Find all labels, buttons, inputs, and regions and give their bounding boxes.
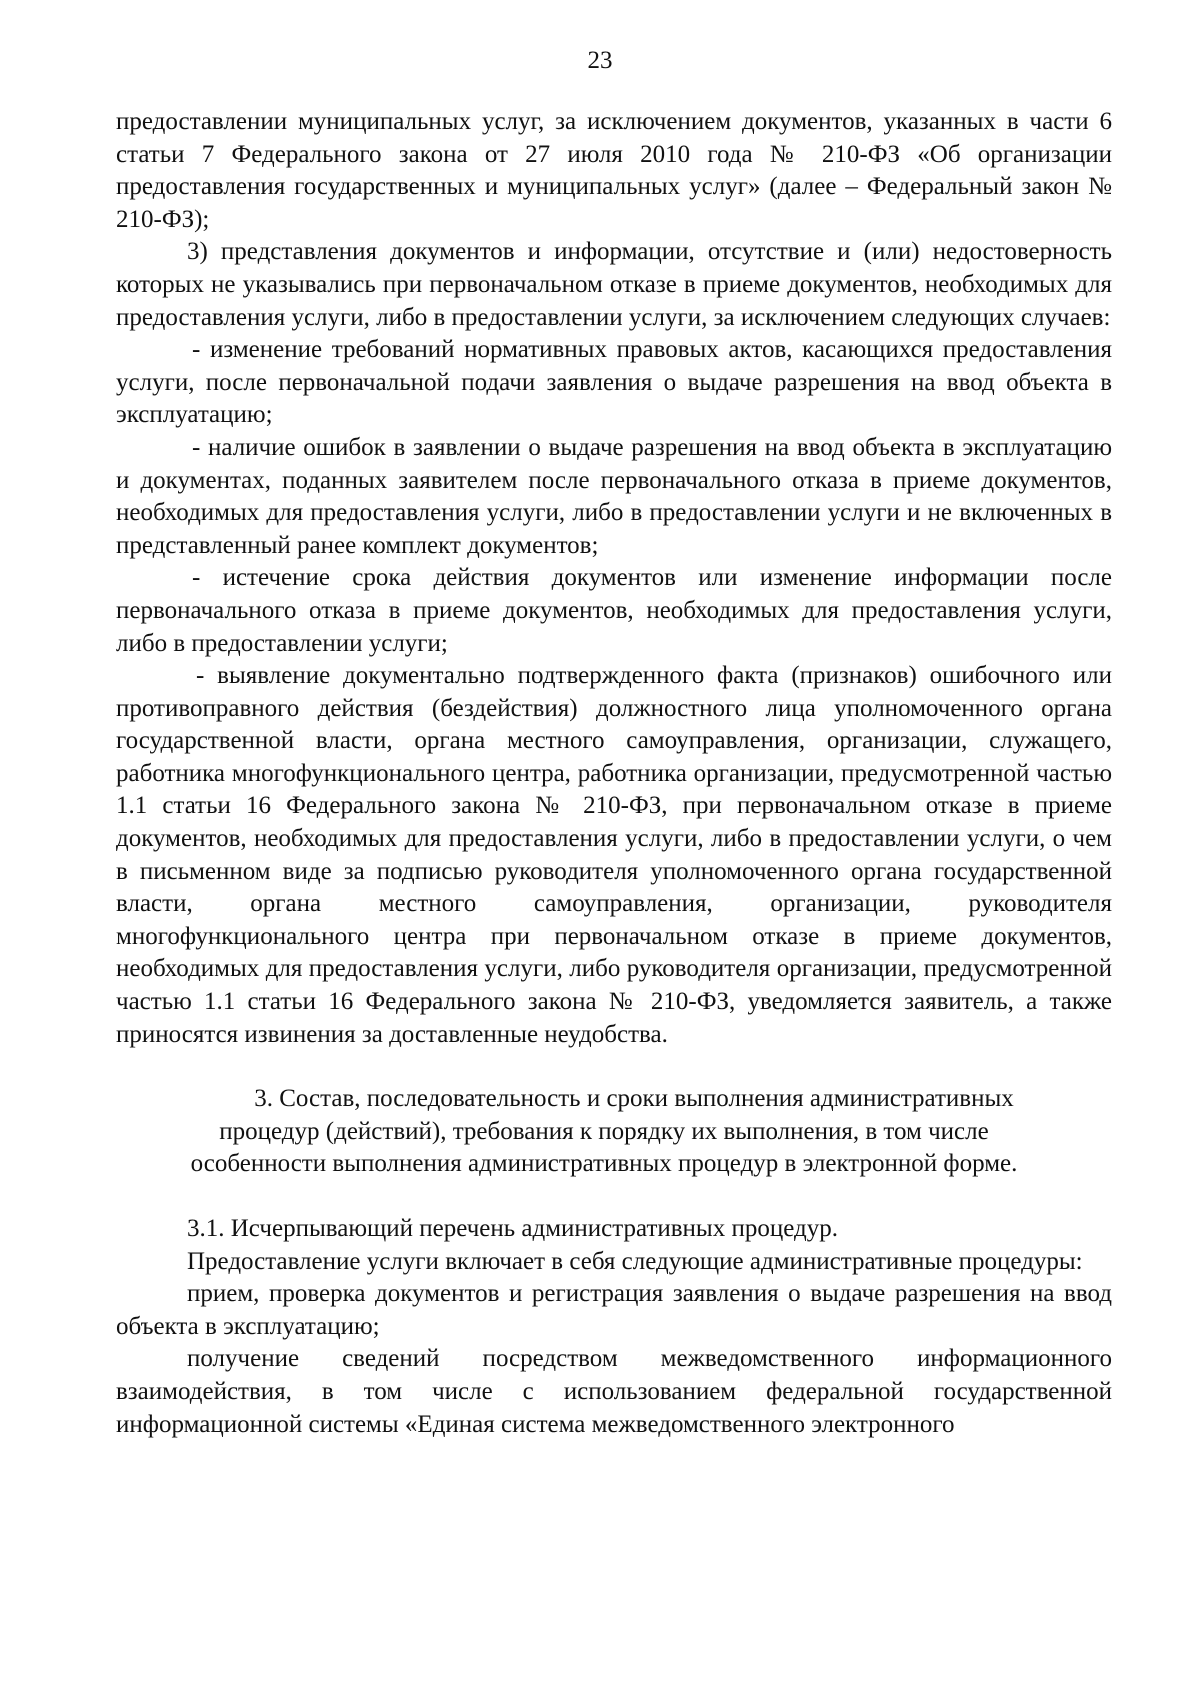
paragraph-procedure-interagency: получение сведений посредством межведомственного информационного взаимодействия, в том числе с использованием федеральной государственной информационной системы «Единая система межведомственного электронного — [116, 1345, 1112, 1438]
section-heading-line-1: 3. Состав, последовательность и сроки выполнения административных — [254, 1085, 1014, 1113]
paragraph-procedure-reception: прием, проверка документов и регистрация заявления о выдаче разрешения на ввод объекта в эксплуатацию; — [116, 1280, 1112, 1340]
section-heading-line-3: особенности выполнения административных процедур в электронной форме. — [190, 1150, 1018, 1178]
paragraph-continuation: предоставлении муниципальных услуг, за исключением документов, указанных в части 6 статьи 7 Федерального закона от 27 июля 2010 года № 210-ФЗ «Об организации предоставления государственных и муниципальных услуг» (далее – Федеральный закон № 210-ФЗ); — [116, 108, 1112, 233]
section-heading — [116, 1083, 1112, 1181]
paragraph-procedures-intro: Предоставление услуги включает в себя следующие административные процедуры: — [187, 1247, 1083, 1275]
paragraph-subsection-3-1: 3.1. Исчерпывающий перечень административных процедур. — [187, 1215, 838, 1242]
page-number: 23 — [587, 47, 613, 74]
section-heading-line-2: процедур (действий), требования к порядку их выполнения, в том числе — [219, 1117, 989, 1145]
paragraph-dash-errors: - наличие ошибок в заявлении о выдаче разрешения на ввод объекта в эксплуатацию и документах, поданных заявителем после первоначального отказа в приеме документов, необходимых для предоставления услуги, либо в предоставлении услуги и не включенных в представленный ранее комплект документов; — [116, 433, 1112, 559]
paragraph-dash-requirements-change: - изменение требований нормативных правовых актов, касающихся предоставления услуги, после первоначальной подачи заявления о выдаче разрешения на ввод объекта в эксплуатацию; — [116, 336, 1112, 429]
paragraph-dash-misconduct: - выявление документально подтвержденного факта (признаков) ошибочного или противоправного действия (бездействия) должностного лица уполномоченного органа государственной власти, органа местного самоуправления, организации, служащего, работника многофункционального центра, работника организации, предусмотренной частью 1.1 статьи 16 Федерального закона № 210-ФЗ, при первоначальном отказе в приеме документов, необходимых для предоставления услуги, либо в предоставлении услуги, о чем в письменном виде за подписью руководителя уполномоченного органа государственной власти, органа местного самоуправления, организации, руководителя многофункционального центра при первоначальном отказе в приеме документов, необходимых для предоставления услуги, либо руководителя организации, предусмотренной частью 1.1 статьи 16 Федерального закона № 210-ФЗ, уведомляется заявитель, а также приносятся извинения за доставленные неудобства. — [116, 662, 1112, 1048]
paragraph-dash-expiry: - истечение срока действия документов или изменение информации после первоначального отказа в приеме документов, необходимых для предоставления услуги, либо в предоставлении услуги; — [116, 564, 1112, 657]
document-body — [116, 106, 1112, 1441]
paragraph-item-3: 3) представления документов и информации, отсутствие и (или) недостоверность которых не указывались при первоначальном отказе в приеме документов, необходимых для предоставления услуги, либо в предоставлении услуги, за исключением следующих случаев: — [116, 238, 1112, 331]
